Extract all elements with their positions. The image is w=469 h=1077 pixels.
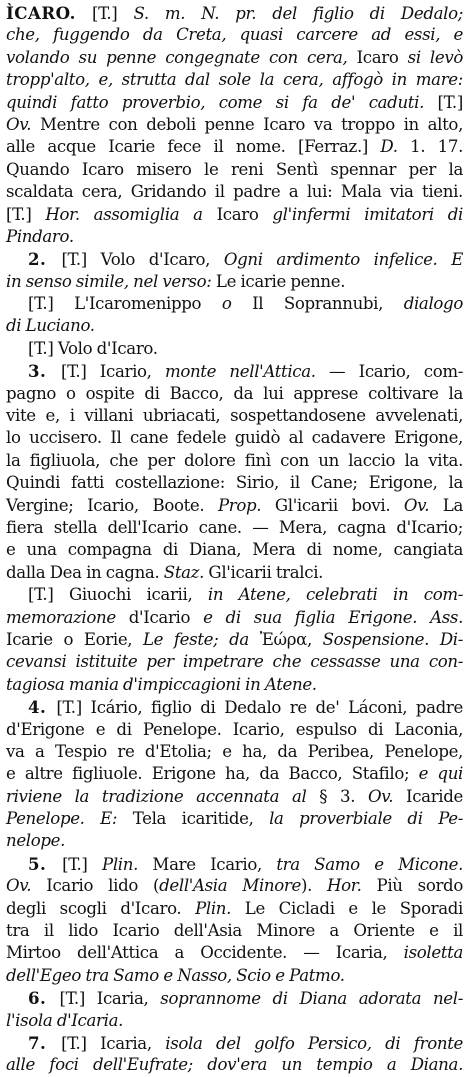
text-line [6, 1054, 463, 1076]
italic-text: o [221, 294, 232, 314]
italic-text: la proverbiale di Pe- [269, 809, 463, 829]
roman-text: alle acque Icarie fece il nome. [Ferraz.] [6, 137, 381, 157]
roman-text: Quindi fatti costellazione: Sirio, il Cane; Erigone, la [6, 473, 463, 493]
text-line [6, 1032, 463, 1054]
roman-text: Gl'icarii tralci. [204, 562, 324, 582]
text-line [6, 136, 463, 158]
roman-text: lo uccisero. Il cane fedele guidò al cadavere Erigone, [6, 428, 463, 448]
text-line [6, 92, 463, 114]
text-line [6, 629, 463, 651]
text-line [6, 808, 463, 830]
text-line [6, 651, 463, 673]
italic-text: e qui [418, 764, 463, 784]
roman-text: [T.] L'Icaromenippo [28, 294, 222, 314]
italic-text: di Luciano. [6, 316, 95, 336]
roman-text: [T.] Volo d'Icaro. [28, 338, 158, 358]
italic-text: Prop. [217, 495, 262, 515]
headword: 7. [28, 1032, 62, 1053]
italic-text: l'isola d'Icaria. [6, 1010, 124, 1030]
italic-text: cevansi istituite per impetrare che cessasse una con- [6, 652, 463, 672]
text-line [6, 248, 463, 270]
italic-text: isoletta [403, 943, 463, 963]
roman-text: vite e, i villani ubriacati, sospettandosene avvelenati, [6, 406, 463, 426]
roman-text: Icaride [393, 786, 463, 806]
headword: 6. [28, 988, 60, 1009]
italic-text: tra Samo e Micone. [276, 854, 463, 874]
italic-text: Sospensione. Di- [322, 629, 463, 649]
text-line [6, 114, 463, 136]
text-line [6, 562, 463, 584]
italic-text: Ov. [6, 114, 32, 134]
roman-text: Vergine; Icario, Boote. [6, 495, 218, 515]
italic-text: che, fuggendo da Creta, quasi carcere ad essi, e [6, 25, 463, 45]
text-line [6, 226, 463, 248]
italic-text: Hor. assomiglia a [45, 204, 203, 224]
italic-text: Ov. [6, 876, 32, 896]
text-line [6, 741, 463, 763]
text-line [6, 315, 463, 337]
roman-text: La [429, 495, 463, 515]
text-line [6, 719, 463, 741]
text-line [6, 383, 463, 405]
roman-text: va a Tespio re d'Etolia; e ha, da Peribea, Penelope, [6, 741, 463, 761]
text-line [6, 495, 463, 517]
text-line [6, 875, 463, 897]
text-line [6, 69, 463, 91]
roman-text: d'Erigone e di Penelope. Icario, espulso di Laconia, [6, 719, 463, 739]
italic-text: si levò [407, 47, 464, 67]
headword: 5. [28, 853, 63, 874]
roman-text: dalla Dea in cagna. [6, 562, 164, 582]
italic-text: Ov. [403, 495, 430, 515]
roman-text: § 3. [306, 786, 368, 806]
roman-text: Gl'icarii bovi. [261, 495, 404, 515]
roman-text: Mentre con deboli penne Icaro va troppo in alto, [31, 114, 463, 134]
roman-text: Icaro [202, 204, 273, 224]
roman-text: [T.] [75, 4, 134, 23]
italic-text: quindi fatto proverbio, come si fa de' caduti. [6, 92, 424, 112]
roman-text: [T.] Volo d'Icaro, [61, 250, 224, 270]
text-line [6, 763, 463, 785]
roman-text: Tela icaritide, [117, 809, 270, 829]
italic-text: Le feste; da [142, 629, 249, 649]
italic-text: memorazione [6, 607, 116, 627]
roman-text: [T.] [62, 854, 102, 874]
text-line [6, 696, 463, 718]
italic-text: tagiosa mania d'impiccagioni in Atene. [6, 674, 317, 694]
italic-text: volando su penne congegnate con cera, [6, 47, 348, 67]
roman-text: Quando Icaro misero le reni Sentì spennar per la [6, 159, 463, 179]
roman-text: d'Icario [115, 607, 204, 627]
roman-text: ). [300, 876, 328, 896]
roman-text: Il Soprannubi, [231, 294, 404, 314]
roman-text: tra il lido Icario dell'Asia Minore a Oriente e il [6, 921, 463, 941]
italic-text: alle foci dell'Eufrate; dov'era un tempio a Diana. [6, 1055, 463, 1075]
italic-text: Pindaro. [6, 226, 74, 246]
text-line [6, 1010, 463, 1032]
roman-text: [T.] Icaria, [61, 1033, 166, 1053]
roman-text: [T.] [424, 92, 463, 112]
text-line [6, 159, 463, 181]
text-line [6, 517, 463, 539]
italic-text: D. [380, 137, 398, 157]
italic-text: Staz. [163, 562, 204, 582]
italic-text: in Atene, celebrati in com- [207, 585, 463, 605]
roman-text: scaldata cera, Gridando il padre a lui: Mala via tieni. [6, 182, 463, 202]
text-line [6, 427, 463, 449]
roman-text: pagno o ospite di Bacco, da lui apprese coltivare la [6, 383, 463, 403]
roman-text: Icaro [347, 47, 408, 67]
roman-text: [T.] Icaria, [59, 989, 161, 1009]
roman-text: Icario lido ( [31, 876, 160, 896]
roman-text: [T.] [6, 204, 46, 224]
italic-text: dialogo [403, 294, 463, 314]
text-line [6, 405, 463, 427]
italic-text: gl'infermi imitatori di [272, 204, 463, 224]
text-line [6, 584, 463, 606]
text-line [6, 181, 463, 203]
roman-text: Le Cicladi e le Sporadi [231, 898, 464, 918]
text-line [6, 898, 463, 920]
text-line [6, 47, 463, 69]
headword: 4. [28, 697, 57, 718]
roman-text: e altre figliuole. Erigone ha, da Bacco, Stafilo; [6, 764, 419, 784]
roman-text: Le icarie penne. [211, 271, 346, 291]
roman-text: [T.] Giuochi icarii, [28, 585, 208, 605]
italic-text: Ogni ardimento infelice. E [223, 250, 463, 270]
italic-text: tropp'alto, e, strutta dal sole la cera, affogò in mare: [6, 70, 463, 90]
roman-text: 1. 17. [397, 137, 463, 157]
italic-text: riviene la tradizione accennata al [6, 786, 307, 806]
italic-text: Plin. [102, 854, 138, 874]
headword: ÌCARO. [6, 3, 76, 23]
text-line [6, 942, 463, 964]
text-line [6, 204, 463, 226]
headword: 2. [28, 249, 62, 270]
text-line [6, 987, 463, 1009]
italic-text: Hor. [327, 876, 362, 896]
roman-text: Mirtoo dell'Attica a Occidente. — Icaria, [6, 943, 404, 963]
italic-text: dell'Egeo tra Samo e Nasso, Scio e Patmo. [6, 965, 345, 985]
roman-text: Ἐώρα, [248, 629, 323, 649]
text-line [6, 338, 463, 360]
italic-text: e di sua figlia Erigone. Ass. [203, 607, 463, 627]
text-line [6, 293, 463, 315]
text-line [6, 539, 463, 561]
italic-text: Penelope. E: [6, 809, 118, 829]
text-line [6, 853, 463, 875]
roman-text: fiera stella dell'Icario cane. — Mera, cagna d'Icario; [6, 517, 463, 537]
text-line [6, 271, 463, 293]
text-line [6, 24, 463, 46]
roman-text: degli scogli d'Icaro. [6, 898, 196, 918]
roman-text: e una compagna di Diana, Mera di nome, cangiata [6, 540, 463, 560]
italic-text: soprannome di Diana adorata nel- [160, 989, 463, 1009]
text-line [6, 965, 463, 987]
italic-text: in senso simile, nel verso: [6, 271, 212, 291]
roman-text: — Icario, com- [315, 362, 463, 382]
roman-text: Icarie o Eorie, [6, 629, 143, 649]
text-line [6, 360, 463, 382]
italic-text: dell'Asia Minore [159, 876, 301, 896]
italic-text: Plin. [195, 898, 232, 918]
italic-text: isola del golfo Persico, di fronte [165, 1033, 463, 1053]
roman-text: [T.] Icario, [61, 362, 165, 382]
roman-text: Più sordo [361, 876, 463, 896]
headword: 3. [28, 361, 62, 382]
text-line [6, 2, 463, 24]
text-line [6, 786, 463, 808]
text-line [6, 450, 463, 472]
text-line [6, 920, 463, 942]
roman-text: Mare Icario, [138, 854, 277, 874]
italic-text: Ov. [367, 786, 394, 806]
roman-text: la figliuola, che per dolore finì con un laccio la vita. [6, 450, 463, 470]
roman-text: [T.] Icário, figlio di Dedalo re de' Láconi, padre [56, 698, 463, 718]
text-line [6, 472, 463, 494]
italic-text: S. m. N. pr. del figlio di Dedalo; [133, 4, 463, 23]
italic-text: monte nell'Attica. [164, 362, 316, 382]
dictionary-entry-icaro [6, 2, 463, 1077]
text-line [6, 830, 463, 852]
text-line [6, 674, 463, 696]
italic-text: nelope. [6, 831, 66, 851]
text-line [6, 607, 463, 629]
